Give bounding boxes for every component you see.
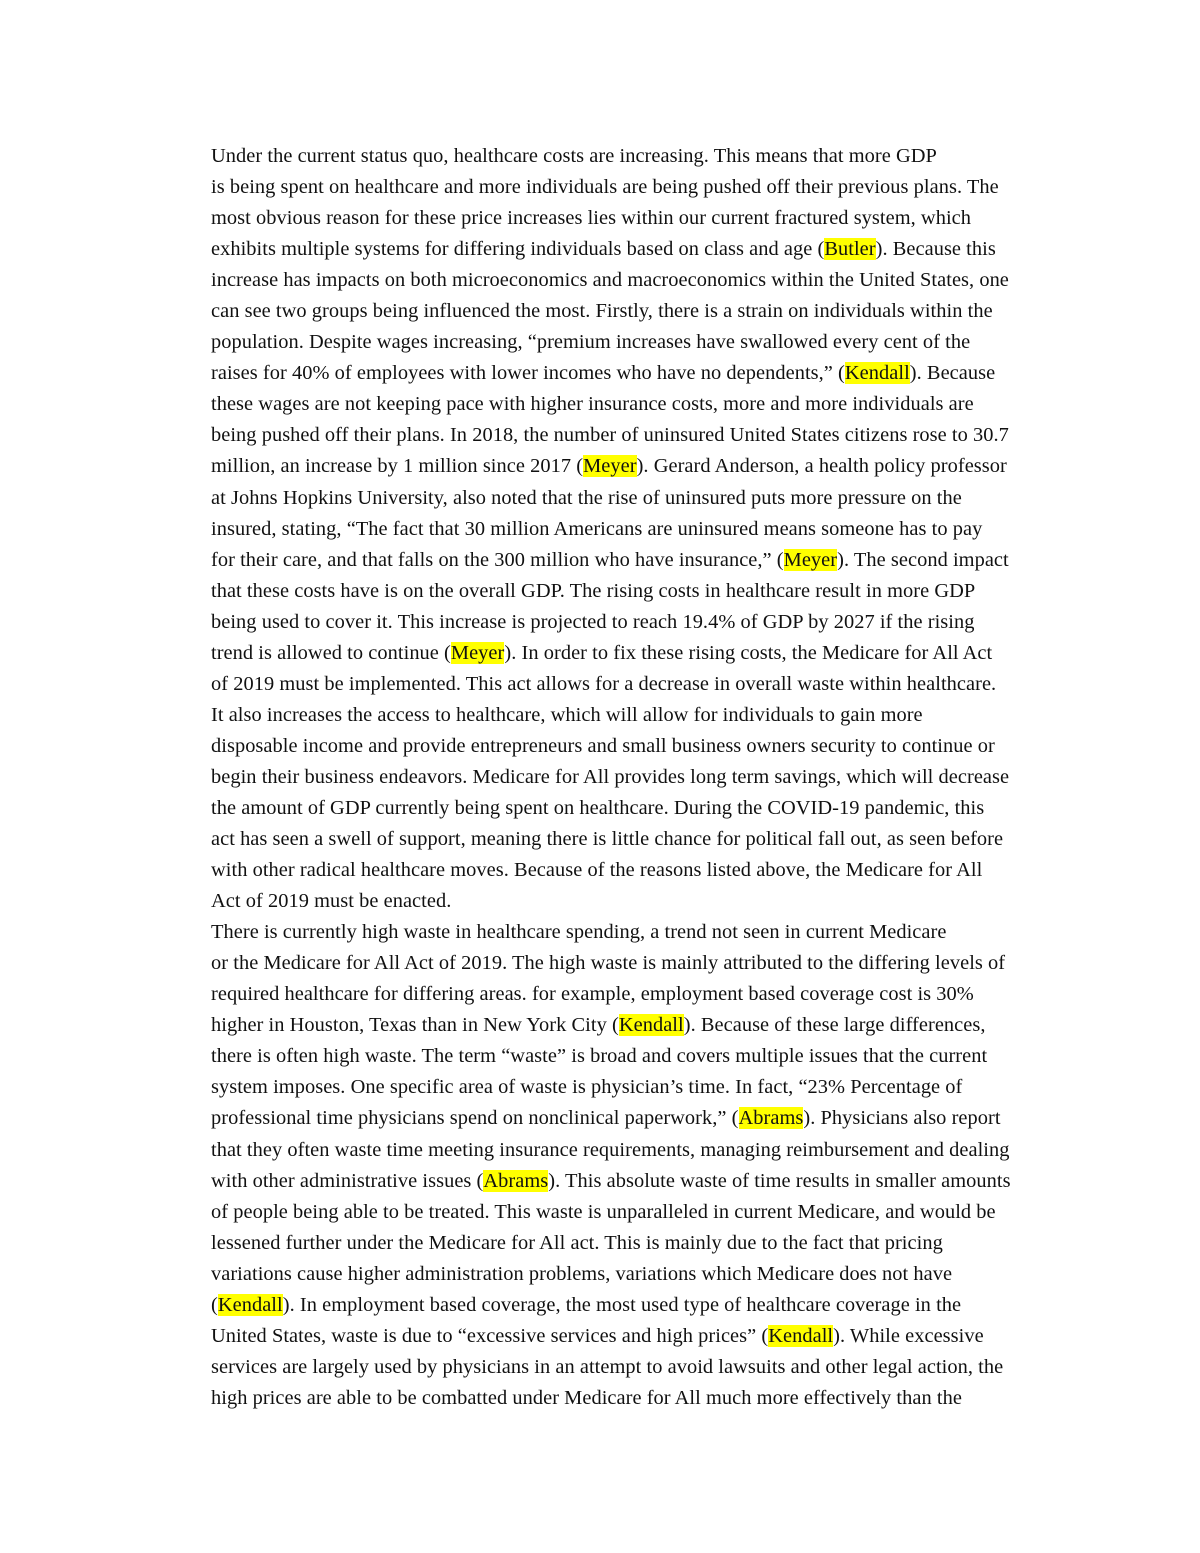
text-run: or the Medicare for All Act of 2019. The high waste is mainly attributed to the differing levels of <box>211 952 1006 975</box>
text-line <box>141 234 1059 265</box>
text-line <box>141 1010 1059 1041</box>
text-run: of people being able to be treated. This waste is unparalleled in current Medicare, and would be <box>211 1200 996 1223</box>
text-run: exhibits multiple systems for differing individuals based on class and age ( <box>211 238 825 261</box>
text-run: disposable income and provide entrepreneurs and small business owners security to continue or <box>211 734 995 757</box>
text-line <box>141 1383 1059 1414</box>
text-run: raises for 40% of employees with lower incomes who have no dependents,” ( <box>211 362 845 385</box>
text-line <box>141 1197 1059 1228</box>
text-line <box>141 1259 1059 1290</box>
text-run: ). Gerard Anderson, a health policy professor <box>636 455 1007 478</box>
text-line <box>141 669 1059 700</box>
text-run: these wages are not keeping pace with higher insurance costs, more and more individuals are <box>211 393 974 416</box>
text-run: with other radical healthcare moves. Because of the reasons listed above, the Medicare for All <box>211 859 983 882</box>
text-line <box>141 451 1059 482</box>
text-run: ( <box>211 1293 218 1316</box>
text-run: Under the current status quo, healthcare costs are increasing. This means that more GDP <box>211 145 937 167</box>
text-run: million, an increase by 1 million since 2017 ( <box>211 455 584 478</box>
text-run: ). While excessive <box>833 1324 984 1347</box>
text-line <box>141 514 1059 545</box>
text-line <box>141 979 1059 1010</box>
text-run: trend is allowed to continue ( <box>211 641 451 664</box>
text-run: that they often waste time meeting insurance requirements, managing reimbursement and dealing <box>211 1138 1010 1161</box>
text-line <box>141 141 1059 172</box>
text-run: insured, stating, “The fact that 30 million Americans are uninsured means someone has to pay <box>211 517 983 540</box>
text-run: ). Because of these large differences, <box>683 1014 986 1037</box>
text-run: United States, waste is due to “excessive services and high prices” ( <box>211 1324 769 1347</box>
text-run: higher in Houston, Texas than in New York City ( <box>211 1014 619 1037</box>
paragraph-2 <box>141 917 1059 1414</box>
text-run: being used to cover it. This increase is projected to reach 19.4% of GDP by 2027 if the rising <box>211 610 975 633</box>
text-line <box>141 855 1059 886</box>
text-line <box>141 1166 1059 1197</box>
text-run: system imposes. One specific area of waste is physician’s time. In fact, “23% Percentage of <box>211 1076 963 1099</box>
citation-highlight: Kendall <box>844 362 910 385</box>
text-run: the amount of GDP currently being spent on healthcare. During the COVID-19 pandemic, this <box>211 796 985 819</box>
text-run: professional time physicians spend on nonclinical paperwork,” ( <box>211 1107 739 1130</box>
text-run: is being spent on healthcare and more individuals are being pushed off their previous plans. The <box>211 176 999 199</box>
text-run: ). This absolute waste of time results in smaller amounts <box>548 1169 1011 1192</box>
text-run: services are largely used by physicians in an attempt to avoid lawsuits and other legal action, the <box>211 1355 1004 1378</box>
essay-body <box>141 141 1059 1414</box>
text-line <box>141 824 1059 855</box>
text-line <box>141 172 1059 203</box>
text-line <box>141 1290 1059 1321</box>
text-line <box>141 1135 1059 1166</box>
text-line <box>141 638 1059 669</box>
text-run: that these costs have is on the overall GDP. The rising costs in healthcare result in more GDP <box>211 579 976 602</box>
text-run: with other administrative issues ( <box>211 1169 484 1192</box>
text-run: ). The second impact <box>837 548 1009 571</box>
text-line <box>141 358 1059 389</box>
text-line <box>141 700 1059 731</box>
text-line <box>141 1352 1059 1383</box>
text-line <box>141 265 1059 296</box>
text-run: ). Physicians also report <box>803 1107 1001 1130</box>
text-line <box>141 948 1059 979</box>
text-run: ). In order to fix these rising costs, the Medicare for All Act <box>504 641 993 664</box>
citation-highlight: Kendall <box>217 1293 283 1316</box>
text-run: increase has impacts on both microeconomics and macroeconomics within the United States, one <box>211 269 1009 292</box>
text-run: being pushed off their plans. In 2018, the number of uninsured United States citizens rose to 30.7 <box>211 424 1009 447</box>
text-line <box>141 731 1059 762</box>
text-run: ). Because this <box>875 238 996 261</box>
text-run: ). In employment based coverage, the most used type of healthcare coverage in the <box>282 1293 962 1316</box>
text-run: variations cause higher administration problems, variations which Medicare does not have <box>211 1262 953 1285</box>
text-line <box>141 1228 1059 1259</box>
text-run: high prices are able to be combatted under Medicare for All much more effectively than the <box>211 1386 962 1409</box>
citation-highlight: Kendall <box>768 1324 834 1347</box>
text-line <box>141 1103 1059 1134</box>
text-run: there is often high waste. The term “waste” is broad and covers multiple issues that the current <box>211 1045 988 1068</box>
text-run: begin their business endeavors. Medicare for All provides long term savings, which will decrease <box>211 765 1010 788</box>
text-run: most obvious reason for these price increases lies within our current fractured system, which <box>211 207 972 230</box>
text-line <box>141 203 1059 234</box>
text-line <box>141 389 1059 420</box>
text-run: lessened further under the Medicare for All act. This is mainly due to the fact that pricing <box>211 1231 943 1254</box>
text-line <box>141 296 1059 327</box>
text-run: Act of 2019 must be enacted. <box>211 890 452 913</box>
paragraph-1 <box>141 141 1059 917</box>
text-line <box>141 1041 1059 1072</box>
text-run: act has seen a swell of support, meaning there is little chance for political fall out, as seen before <box>211 828 1004 851</box>
text-line <box>141 762 1059 793</box>
text-line <box>141 1072 1059 1103</box>
text-run: for their care, and that falls on the 300 million who have insurance,” ( <box>211 548 784 571</box>
text-line <box>141 1321 1059 1352</box>
citation-highlight: Butler <box>824 238 876 261</box>
citation-highlight: Abrams <box>483 1169 549 1192</box>
text-run: can see two groups being influenced the most. Firstly, there is a strain on individuals within the <box>211 300 993 323</box>
text-run: at Johns Hopkins University, also noted that the rise of uninsured puts more pressure on the <box>211 486 962 509</box>
text-line <box>141 793 1059 824</box>
text-line <box>141 917 1059 948</box>
text-line <box>141 420 1059 451</box>
text-line <box>141 327 1059 358</box>
citation-highlight: Meyer <box>583 455 637 478</box>
citation-highlight: Meyer <box>783 548 838 571</box>
text-run: population. Despite wages increasing, “premium increases have swallowed every cent of the <box>211 331 971 354</box>
text-line <box>141 607 1059 638</box>
citation-highlight: Meyer <box>450 641 505 664</box>
text-run: required healthcare for differing areas. for example, employment based coverage cost is 30% <box>211 983 974 1006</box>
text-line <box>141 483 1059 514</box>
text-line <box>141 545 1059 576</box>
text-line <box>141 886 1059 917</box>
text-run: ). Because <box>909 362 996 385</box>
text-line <box>141 576 1059 607</box>
citation-highlight: Kendall <box>618 1014 684 1037</box>
text-run: of 2019 must be implemented. This act allows for a decrease in overall waste within healthcare. <box>211 672 997 695</box>
text-run: There is currently high waste in healthcare spending, a trend not seen in current Medicare <box>211 921 947 944</box>
citation-highlight: Abrams <box>738 1107 804 1130</box>
text-run: It also increases the access to healthcare, which will allow for individuals to gain more <box>211 703 923 726</box>
